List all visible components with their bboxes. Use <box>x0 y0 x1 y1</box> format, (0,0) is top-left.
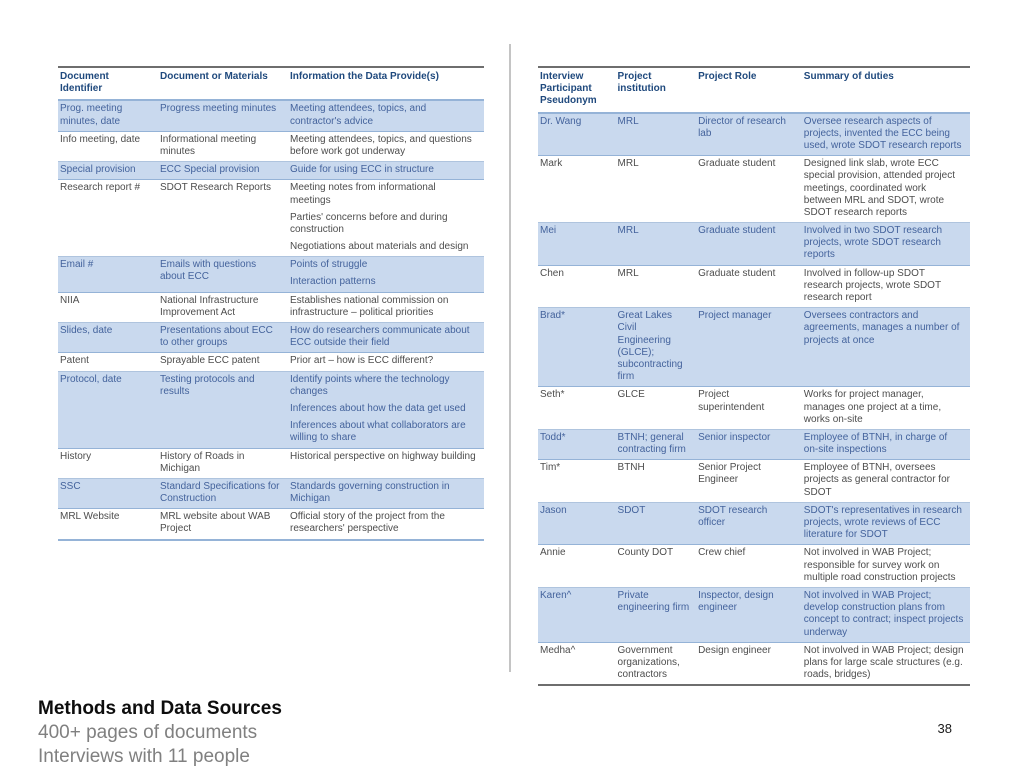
table-cell: Tim* <box>538 460 616 503</box>
table-row <box>538 587 970 642</box>
table-cell: National Infrastructure Improvement Act <box>158 292 288 322</box>
cell-paragraph: How do researchers communicate about ECC outside their field <box>290 325 470 349</box>
table-cell: Not involved in WAB Project; design plans for large scale structures (e.g. roads, bridges) <box>802 642 970 685</box>
cell-paragraph: Prior art – how is ECC different? <box>290 355 434 367</box>
cell-paragraph: Standards governing construction in Michigan <box>290 480 450 505</box>
table-row <box>538 502 970 545</box>
header-row <box>58 67 484 100</box>
table-cell: Crew chief <box>696 545 802 588</box>
table-cell: Mark <box>538 156 616 223</box>
cell-paragraph: Parties' concerns before and during construction <box>290 211 448 235</box>
table-cell: BTNH; general contracting firm <box>616 429 697 459</box>
table-row <box>538 545 970 588</box>
table-row <box>538 223 970 266</box>
column-header: Document Identifier <box>58 67 158 100</box>
table-row <box>538 642 970 685</box>
table-cell: Mei <box>538 223 616 266</box>
table-cell: Chen <box>538 265 616 308</box>
table-row <box>58 448 484 478</box>
table-cell <box>288 371 484 448</box>
table-cell: MRL <box>616 156 697 223</box>
column-header: Project institution <box>616 67 697 113</box>
column-header: Information the Data Provide(s) <box>288 67 484 100</box>
table-row <box>538 265 970 308</box>
table-cell: MRL <box>616 265 697 308</box>
cell-paragraph: Meeting notes from informational meetings <box>290 182 436 206</box>
table-cell: History <box>58 448 158 478</box>
table-cell <box>288 509 484 540</box>
table-cell: Private engineering firm <box>616 587 697 642</box>
table-cell: MRL Website <box>58 509 158 540</box>
table-cell: Emails with questions about ECC <box>158 257 288 292</box>
table-cell: Annie <box>538 545 616 588</box>
table-cell: Graduate student <box>696 265 802 308</box>
table-cell: Medha^ <box>538 642 616 685</box>
table-cell: Special provision <box>58 162 158 180</box>
table-cell: Progress meeting minutes <box>158 100 288 131</box>
right-table <box>538 66 970 686</box>
table-cell: Inspector, design engineer <box>696 587 802 642</box>
table-cell: Informational meeting minutes <box>158 131 288 161</box>
table-cell <box>288 353 484 371</box>
table-row <box>58 162 484 180</box>
table-cell: Government organizations, contractors <box>616 642 697 685</box>
table-cell: Involved in two SDOT research projects, wrote SDOT research reports <box>802 223 970 266</box>
table-cell: History of Roads in Michigan <box>158 448 288 478</box>
table-row <box>58 180 484 257</box>
cell-paragraph: Meeting attendees, topics, and questions before work got underway <box>290 133 472 157</box>
table-cell: Slides, date <box>58 323 158 353</box>
slide-subtitle-interviews: Interviews with 11 people <box>38 746 250 767</box>
table-row <box>538 113 970 156</box>
table-cell: SDOT Research Reports <box>158 180 288 257</box>
table-cell: Great Lakes Civil Engineering (GLCE); subcontracting firm <box>616 308 697 387</box>
cell-paragraph: Guide for using ECC in structure <box>290 164 434 176</box>
table-cell: Works for project manager, manages one project at a time, works on-site <box>802 387 970 430</box>
table-cell: Presentations about ECC to other groups <box>158 323 288 353</box>
column-header: Project Role <box>696 67 802 113</box>
table-cell: Design engineer <box>696 642 802 685</box>
table-row <box>538 460 970 503</box>
table-cell: SSC <box>58 478 158 508</box>
page-number: 38 <box>937 721 952 736</box>
table-cell: Research report # <box>58 180 158 257</box>
table-cell <box>288 292 484 322</box>
table-cell: Director of research lab <box>696 113 802 156</box>
table-cell: Protocol, date <box>58 371 158 448</box>
table-cell: Senior inspector <box>696 429 802 459</box>
table-cell: NIIA <box>58 292 158 322</box>
table-cell: Designed link slab, wrote ECC special provision, attended project meetings, coordinated work between MRL and SDOT, wrote SDOT research reports <box>802 156 970 223</box>
table-cell: SDOT's representatives in research projects, wrote reviews of ECC literature for SDOT <box>802 502 970 545</box>
table-cell: Info meeting, date <box>58 131 158 161</box>
table-cell: Seth* <box>538 387 616 430</box>
table-row <box>58 371 484 448</box>
table-cell <box>288 478 484 508</box>
table-row <box>538 308 970 387</box>
table-row <box>58 131 484 161</box>
table-cell: Todd* <box>538 429 616 459</box>
table-cell: Project superintendent <box>696 387 802 430</box>
footer <box>38 697 282 769</box>
column-header: Summary of duties <box>802 67 970 113</box>
table-row <box>58 292 484 322</box>
table-cell: Brad* <box>538 308 616 387</box>
table-cell: Sprayable ECC patent <box>158 353 288 371</box>
table-cell: Not involved in WAB Project; develop construction plans from concept to contract; inspect projects underway <box>802 587 970 642</box>
table-cell: Oversees contractors and agreements, manages a number of projects at once <box>802 308 970 387</box>
table-cell: Senior Project Engineer <box>696 460 802 503</box>
cell-paragraph: Interaction patterns <box>290 276 376 288</box>
cell-paragraph: Points of struggle <box>290 259 368 271</box>
table-cell: MRL <box>616 223 697 266</box>
table-cell <box>288 100 484 131</box>
table-row <box>538 387 970 430</box>
table-cell: Email # <box>58 257 158 292</box>
cell-paragraph: Inferences about what collaborators are willing to share <box>290 420 466 444</box>
table-cell: Standard Specifications for Construction <box>158 478 288 508</box>
table-cell: ECC Special provision <box>158 162 288 180</box>
slide-subtitle-documents: 400+ pages of documents <box>38 722 258 743</box>
cell-paragraph: Inferences about how the data get used <box>290 402 466 414</box>
header-row <box>538 67 970 113</box>
table-cell: Employee of BTNH, in charge of on-site inspections <box>802 429 970 459</box>
divider-line <box>509 44 511 672</box>
cell-paragraph: Establishes national commission on infrastructure – political priorities <box>290 294 449 318</box>
table-cell <box>288 162 484 180</box>
table-cell: Karen^ <box>538 587 616 642</box>
table-cell: Oversee research aspects of projects, invented the ECC being used, wrote SDOT research reports <box>802 113 970 156</box>
table-cell <box>288 323 484 353</box>
table-cell: BTNH <box>616 460 697 503</box>
interviews-table-container <box>538 66 970 686</box>
table-row <box>58 100 484 131</box>
table-cell <box>288 131 484 161</box>
table-row <box>58 257 484 292</box>
table-row <box>58 478 484 508</box>
table-cell: Employee of BTNH, oversees projects as general contractor for SDOT <box>802 460 970 503</box>
cell-paragraph: Historical perspective on highway building <box>290 450 476 462</box>
column-header: Interview Participant Pseudonym <box>538 67 616 113</box>
table-cell: MRL <box>616 113 697 156</box>
table-cell: MRL website about WAB Project <box>158 509 288 540</box>
table-row <box>58 353 484 371</box>
table-cell: Prog. meeting minutes, date <box>58 100 158 131</box>
cell-paragraph: Negotiations about materials and design <box>290 241 469 253</box>
table-cell: GLCE <box>616 387 697 430</box>
table-cell: Not involved in WAB Project; responsible for survey work on multiple road construction projects <box>802 545 970 588</box>
table-cell: County DOT <box>616 545 697 588</box>
documents-table-container <box>58 66 484 541</box>
left-table <box>58 66 484 541</box>
table-cell: SDOT <box>616 502 697 545</box>
table-row <box>58 509 484 540</box>
table-cell: Project manager <box>696 308 802 387</box>
table-cell <box>288 257 484 292</box>
cell-paragraph: Meeting attendees, topics, and contractor's advice <box>290 103 427 127</box>
table-row <box>538 429 970 459</box>
table-cell <box>288 448 484 478</box>
table-cell: Patent <box>58 353 158 371</box>
table-cell: Testing protocols and results <box>158 371 288 448</box>
table-row <box>538 156 970 223</box>
table-cell: Involved in follow-up SDOT research projects, wrote SDOT research report <box>802 265 970 308</box>
table-cell: Dr. Wang <box>538 113 616 156</box>
cell-paragraph: Identify points where the technology changes <box>290 373 450 397</box>
cell-paragraph: Official story of the project from the researchers' perspective <box>290 511 445 535</box>
table-cell: SDOT research officer <box>696 502 802 545</box>
slide-title: Methods and Data Sources <box>38 698 282 719</box>
table-cell: Jason <box>538 502 616 545</box>
table-cell <box>288 180 484 257</box>
column-header: Document or Materials <box>158 67 288 100</box>
table-cell: Graduate student <box>696 223 802 266</box>
table-row <box>58 323 484 353</box>
table-cell: Graduate student <box>696 156 802 223</box>
